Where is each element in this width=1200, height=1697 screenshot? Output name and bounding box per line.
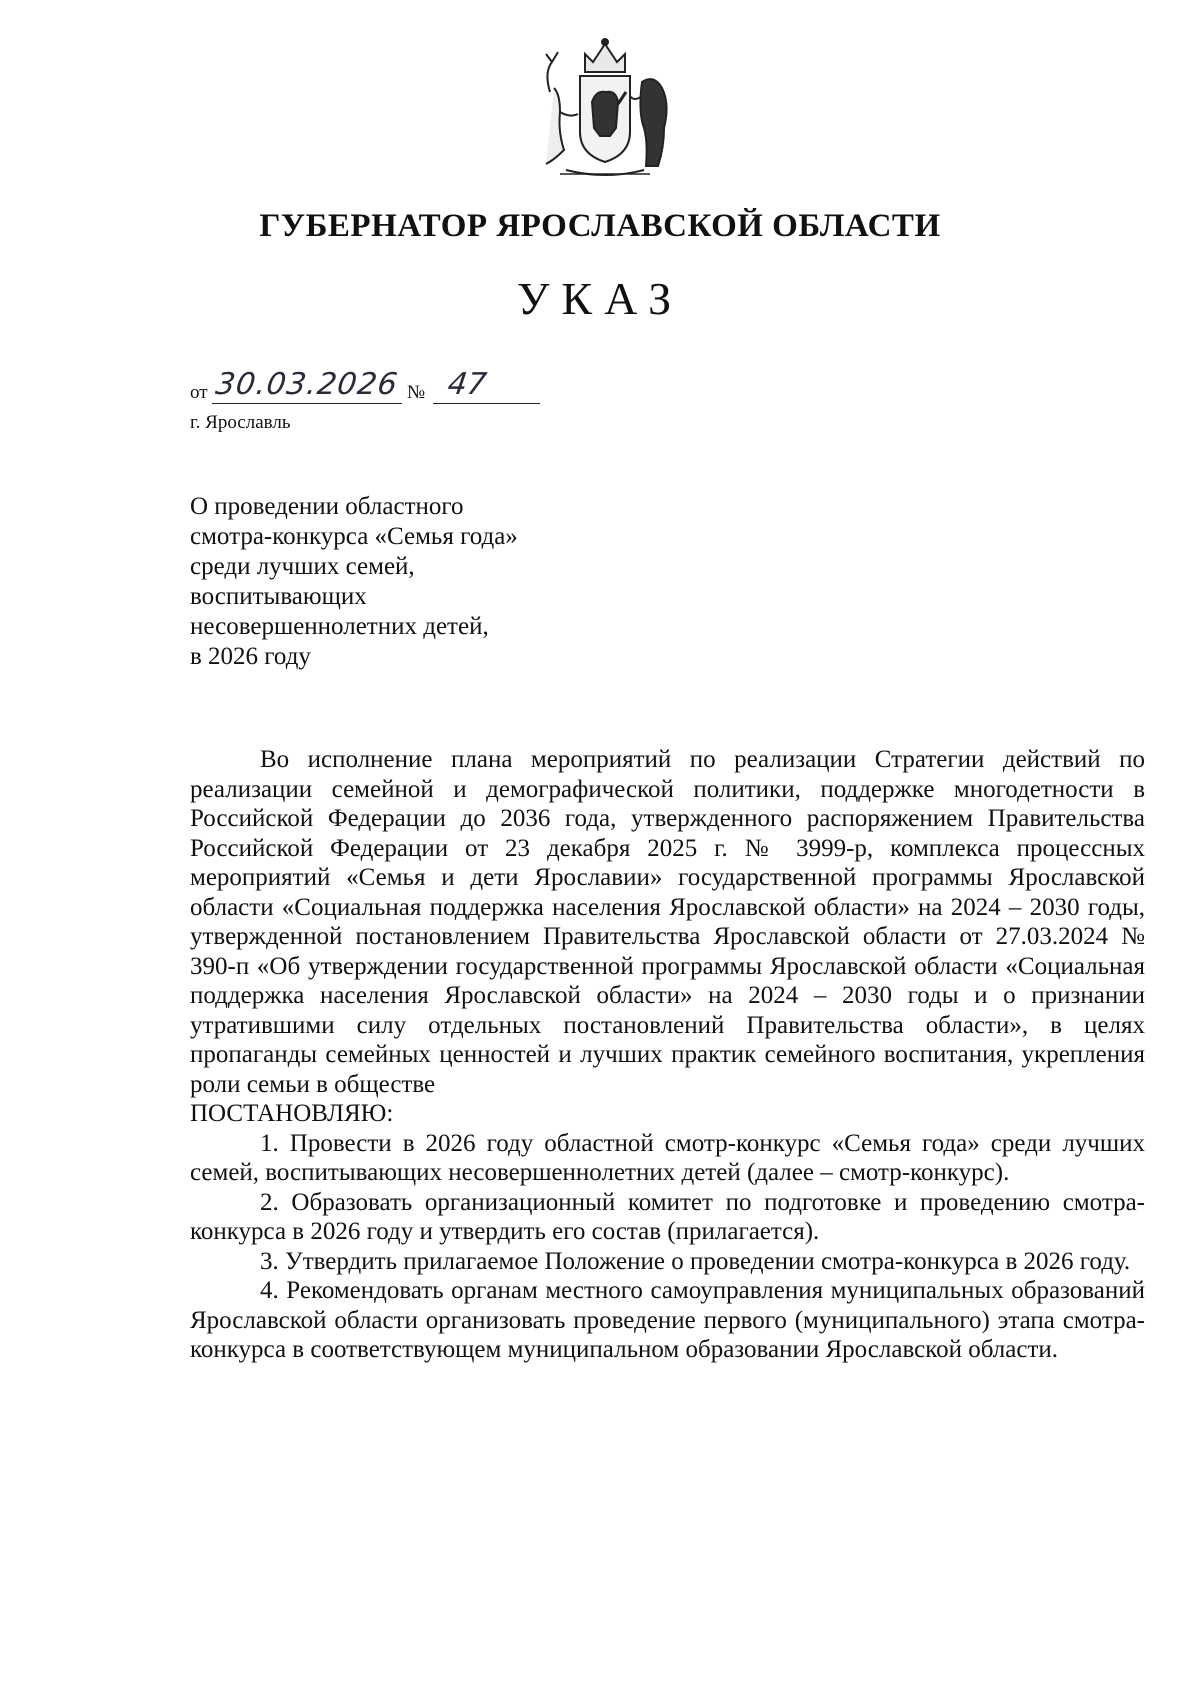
subject-line: несовершеннолетних детей,: [190, 613, 489, 640]
issuing-authority: ГУБЕРНАТОР ЯРОСЛАВСКОЙ ОБЛАСТИ: [259, 208, 941, 244]
number-underline: [433, 403, 540, 404]
decree-subject: [190, 492, 518, 672]
date-number-line: [190, 367, 550, 410]
date-underline: [212, 403, 402, 404]
coat-of-arms-emblem: [530, 32, 680, 182]
subject-line: смотра-конкурса «Семья года»: [190, 523, 518, 550]
subject-line: в 2026 году: [190, 643, 311, 670]
decree-item: 2. Образовать организационный комитет по подготовке и проведению смотра-конкурса в 2026 году и утвердить его состав (прилагается).: [190, 1188, 1145, 1245]
subject-line: О проведении областного: [190, 493, 464, 520]
city-of-issue: г. Ярославль: [190, 412, 291, 433]
handwritten-date: 30.03.2026: [213, 367, 401, 402]
document-type: УКАЗ: [516, 273, 684, 324]
decree-word: ПОСТАНОВЛЯЮ:: [190, 1100, 394, 1127]
date-label: от: [190, 382, 208, 403]
decree-body: [190, 745, 1145, 1365]
decree-item: 1. Провести в 2026 году областной смотр-конкурс «Семья года» среди лучших семей, воспитывающих несовершеннолетних детей (далее – смотр-конкурс).: [190, 1129, 1145, 1186]
number-label: №: [407, 382, 426, 403]
decree-item: 3. Утвердить прилагаемое Положение о проведении смотра-конкурса в 2026 году.: [260, 1247, 1131, 1275]
handwritten-number: 47: [445, 367, 489, 402]
subject-line: воспитывающих: [190, 583, 367, 610]
decree-item: 4. Рекомендовать органам местного самоуправления муниципальных образований Ярославской области организовать проведение первого (муниципального) этапа смотра-конкурса в соответствующем муниципальном образовании Ярославской области.: [190, 1277, 1145, 1363]
subject-line: среди лучших семей,: [190, 553, 415, 580]
preamble-paragraph: Во исполнение плана мероприятий по реализации Стратегии действий по реализации семейной и демографической политики, поддержке многодетности в Российской Федерации до 2036 года, утвержденного распоряжением Правительства Российской Федерации от 23 декабря 2025 г. № 3999-р, комплекса процессных мероприятий «Семья и дети Ярославии» государственной программы Ярославской области «Социальная поддержка населения Ярославской области» на 2024 – 2030 годы, утвержденной постановлением Правительства Ярославской области от 27.03.2024 № 390-п «Об утверждении государственной программы Ярославской области «Социальная поддержка населения Ярославской области» на 2024 – 2030 годы и о признании утратившими силу отдельных постановлений Правительства области», в целях пропаганды семейных ценностей и лучших практик семейного воспитания, укрепления роли семьи в обществе: [190, 746, 1145, 1098]
